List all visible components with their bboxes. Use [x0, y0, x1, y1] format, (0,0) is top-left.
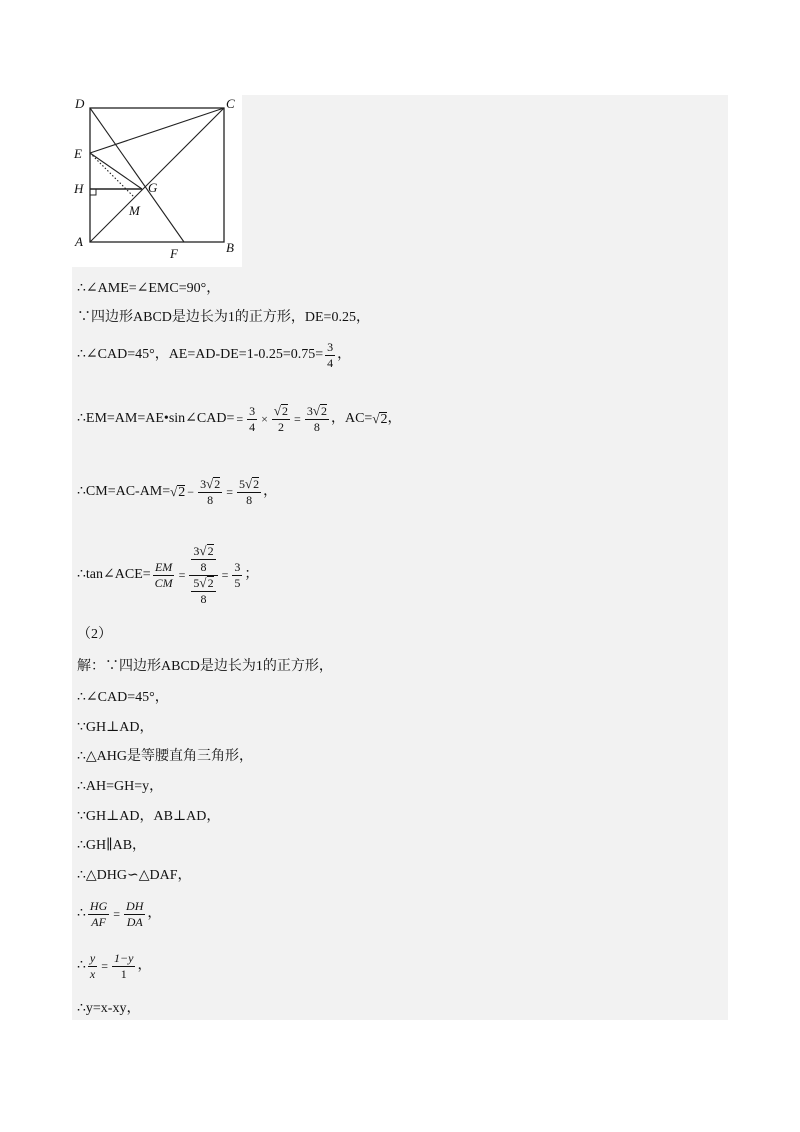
fraction-em-cm: $\frac{EM}{CM}$ [154, 559, 173, 590]
label-f: F [170, 246, 178, 261]
line-13 [77, 807, 220, 827]
fraction-y-x: $\frac{y}{x}$ [89, 950, 96, 981]
label-g: G [148, 180, 158, 195]
label-a: A [75, 234, 83, 249]
line-2 [77, 308, 370, 328]
fraction-l4-3: 3 √ 2 8 [306, 402, 327, 434]
text-l7: （2） [77, 627, 112, 642]
fraction-l4-1: $\frac{3}{4}$ [249, 403, 256, 434]
text-l14: ∴GH∥AB， [77, 838, 147, 853]
line-1 [77, 279, 220, 299]
line-10 [77, 718, 154, 738]
text-l4-mid: ，AC= [330, 411, 373, 426]
sqrt-ac: √ 2 [372, 411, 388, 427]
line-6: ∴tan∠ACE= $\frac{EM}{CM}$ = 3 √ 2 8 5 √ 2 8 = $\frac{3}{5}$ ； [77, 542, 259, 606]
text-l12: ∴AH=GH=y， [77, 779, 164, 794]
text-l5-pre: ∴CM=AC-AM= [77, 484, 171, 499]
text-l2: ∵四边形ABCD是边长为1的正方形，DE=0.25， [77, 310, 370, 325]
compound-fraction: 3 √ 2 8 5 √ 2 8 [189, 544, 217, 607]
text-l6-pre: ∴tan∠ACE= [77, 567, 151, 582]
document-page [72, 95, 728, 1020]
line-11 [77, 747, 253, 767]
line-14 [77, 836, 146, 856]
label-b: B [226, 240, 234, 255]
text-l4-pre: ∴EM=AM=AE•sin∠CAD= [77, 411, 235, 426]
line-8 [77, 657, 333, 677]
line-18 [77, 999, 140, 1019]
fraction-dh-da: $\frac{DH}{DA}$ [126, 898, 144, 929]
line-12 [77, 777, 163, 797]
label-m: M [129, 203, 140, 218]
text-l10: ∵GH⊥AD， [77, 720, 154, 735]
text-l13: ∵GH⊥AD，AB⊥AD， [77, 809, 221, 824]
line-5: ∴CM=AC-AM= √ 2 − 3 √ 2 8 = 5 √ 2 8 ， [77, 475, 278, 507]
square-geometry-diagram [72, 95, 242, 267]
fraction-hg-af: $\frac{HG}{AF}$ [89, 898, 108, 929]
fraction-l5-2: 5 √ 2 8 [239, 475, 260, 507]
label-h: H [74, 181, 84, 196]
text-l3-post: ， [337, 347, 352, 362]
line-3 [77, 335, 351, 375]
fraction-l4-2: √ 2 2 [273, 402, 289, 434]
label-e: E [74, 146, 82, 161]
line-16: ∴ $\frac{HG}{AF}$ = $\frac{DH}{DA}$ ， [77, 898, 162, 929]
fraction-1-y-1: $\frac{1-y}{1}$ [114, 950, 134, 981]
line-15 [77, 866, 192, 886]
text-l18: ∴y=x-xy， [77, 1001, 141, 1016]
text-l11: ∴△AHG是等腰直角三角形， [77, 749, 254, 764]
text-l15: ∴△DHG∽△DAF， [77, 868, 192, 883]
text-l9: ∴∠CAD=45°， [77, 690, 169, 705]
fraction-3-5: $\frac{3}{5}$ [234, 559, 241, 590]
line-4: ∴EM=AM=AE•sin∠CAD= = $\frac{3}{4}$ × √ 2 2 = 3 √ 2 8 ，AC= √ 2 ， [77, 402, 402, 434]
text-l8: 解：∵四边形ABCD是边长为1的正方形， [77, 659, 333, 674]
label-c: C [226, 96, 235, 111]
label-d: D [75, 96, 85, 111]
line-17: ∴ $\frac{y}{x}$ = $\frac{1-y}{1}$ ， [77, 950, 152, 981]
fraction-3-4: $\frac{3}{4}$ [327, 339, 334, 370]
line-9 [77, 688, 169, 708]
line-7 [77, 625, 112, 645]
text-l3-pre: ∴∠CAD=45°，AE=AD-DE=1-0.25=0.75= [77, 347, 324, 362]
text-l1: ∴∠AME=∠EMC=90°， [77, 281, 221, 296]
fraction-l5-1: 3 √ 2 8 [200, 475, 221, 507]
